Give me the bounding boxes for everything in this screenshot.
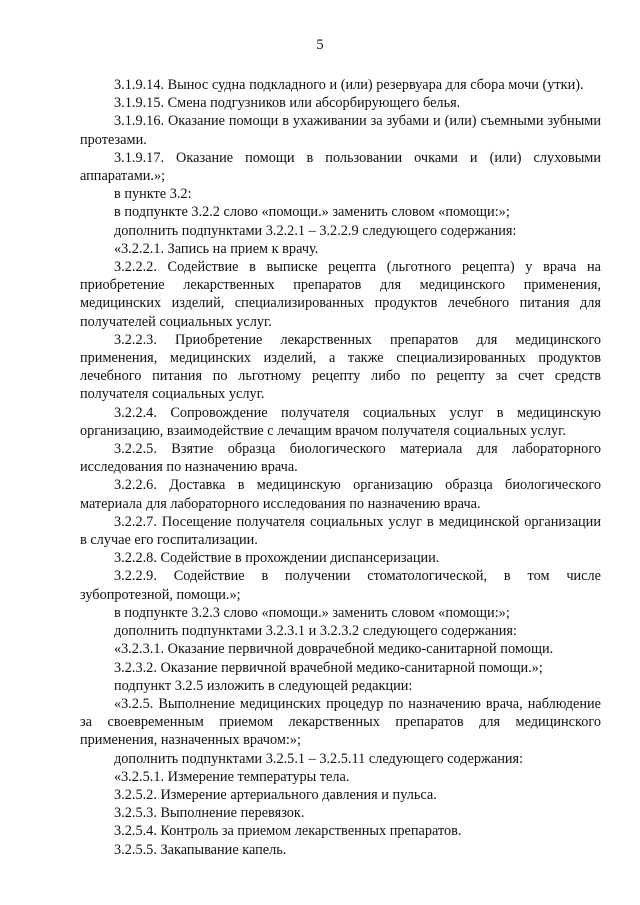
paragraph-3-1-9-14: 3.1.9.14. Вынос судна подкладного и (или) резервуара для сбора мочи (утки). [114,77,584,93]
paragraph-add-3-2-2-subpoints: дополнить подпунктами 3.2.2.1 – 3.2.2.9 следующего содержания: [114,222,517,239]
page-number: 5 [316,37,324,53]
paragraph-3-2-2-2: 3.2.2.2. Содействие в выписке рецепта (льготного рецепта) у врача на приобретение лекарственных препаратов для медицинского применения, медицинских изделий, специализированных продуктов лечебного питания для получателей социальных услуг. [80,259,601,330]
paragraph-add-3-2-5-subpoints: дополнить подпунктами 3.2.5.1 – 3.2.5.11 следующего содержания: [114,750,524,767]
paragraph-3-2-2-9: 3.2.2.9. Содействие в получении стоматологической, в том числе зубопротезной, помощи.»; [80,568,601,603]
paragraph-3-1-9-15: 3.1.9.15. Смена подгузников или абсорбирующего белья. [114,95,461,112]
paragraph-3-2-2-8: 3.2.2.8. Содействие в прохождении диспансеризации. [114,550,440,567]
paragraph-3-2-2-7: 3.2.2.7. Посещение получателя социальных услуг в медицинской организации в случае его госпитализации. [80,513,601,549]
paragraph-3-2-3-2: 3.2.3.2. Оказание первичной врачебной медико-санитарной помощи.»; [114,659,543,676]
paragraph-subpoint-3-2-2-replace: в подпункте 3.2.2 слово «помощи.» заменить словом «помощи:»; [114,204,510,221]
paragraph-3-2-2-5: 3.2.2.5. Взятие образца биологического материала для лабораторного исследования по назначению врача. [80,441,601,476]
paragraph-3-2-2-6: 3.2.2.6. Доставка в медицинскую организацию образца биологического материала для лабораторного исследования по назначению врача. [80,477,601,512]
paragraph-3-2-2-1: «3.2.2.1. Запись на прием к врачу. [114,240,319,257]
paragraph-add-3-2-3-subpoints: дополнить подпунктами 3.2.3.1 и 3.2.3.2 следующего содержания: [114,623,517,640]
paragraph-3-2-5-1: «3.2.5.1. Измерение температуры тела. [114,768,350,785]
document-body [80,76,601,859]
paragraph-3-2-5-2: 3.2.5.2. Измерение артериального давления и пульса. [114,786,437,803]
paragraph-3-1-9-17: 3.1.9.17. Оказание помощи в пользовании очками и (или) слуховыми аппаратами.»; [80,149,601,185]
paragraph-3-2-2-3: 3.2.2.3. Приобретение лекарственных препаратов для медицинского применения, медицинских изделий, а также специализированных продуктов лечебного питания по льготному рецепту либо по рецепту за счет средств получателя социальных услуг. [80,331,601,403]
paragraph-3-2-5: «3.2.5. Выполнение медицинских процедур по назначению врача, наблюдение за своевременным приемом лекарственных препаратов для медицинского применения, назначенных врачом:»; [80,695,601,749]
paragraph-3-2-5-4: 3.2.5.4. Контроль за приемом лекарственных препаратов. [114,823,462,840]
paragraph-subpoint-3-2-5-restate: подпункт 3.2.5 изложить в следующей редакции: [114,677,413,694]
paragraph-3-2-2-4: 3.2.2.4. Сопровождение получателя социальных услуг в медицинскую организацию, взаимодействие с лечащим врачом получателя социальных услуг. [80,404,601,439]
paragraph-3-2-3-1: «3.2.3.1. Оказание первичной доврачебной медико-санитарной помощи. [114,641,554,658]
paragraph-3-1-9-16: 3.1.9.16. Оказание помощи в ухаживании за зубами и (или) съемными зубными протезами. [80,113,601,148]
paragraph-subpoint-3-2-3-replace: в подпункте 3.2.3 слово «помощи.» заменить словом «помощи:»; [114,604,510,621]
paragraph-3-2-5-5: 3.2.5.5. Закапывание капель. [114,841,287,858]
paragraph-3-2-5-3: 3.2.5.3. Выполнение перевязок. [114,805,305,822]
paragraph-point-3-2: в пункте 3.2: [114,186,192,203]
